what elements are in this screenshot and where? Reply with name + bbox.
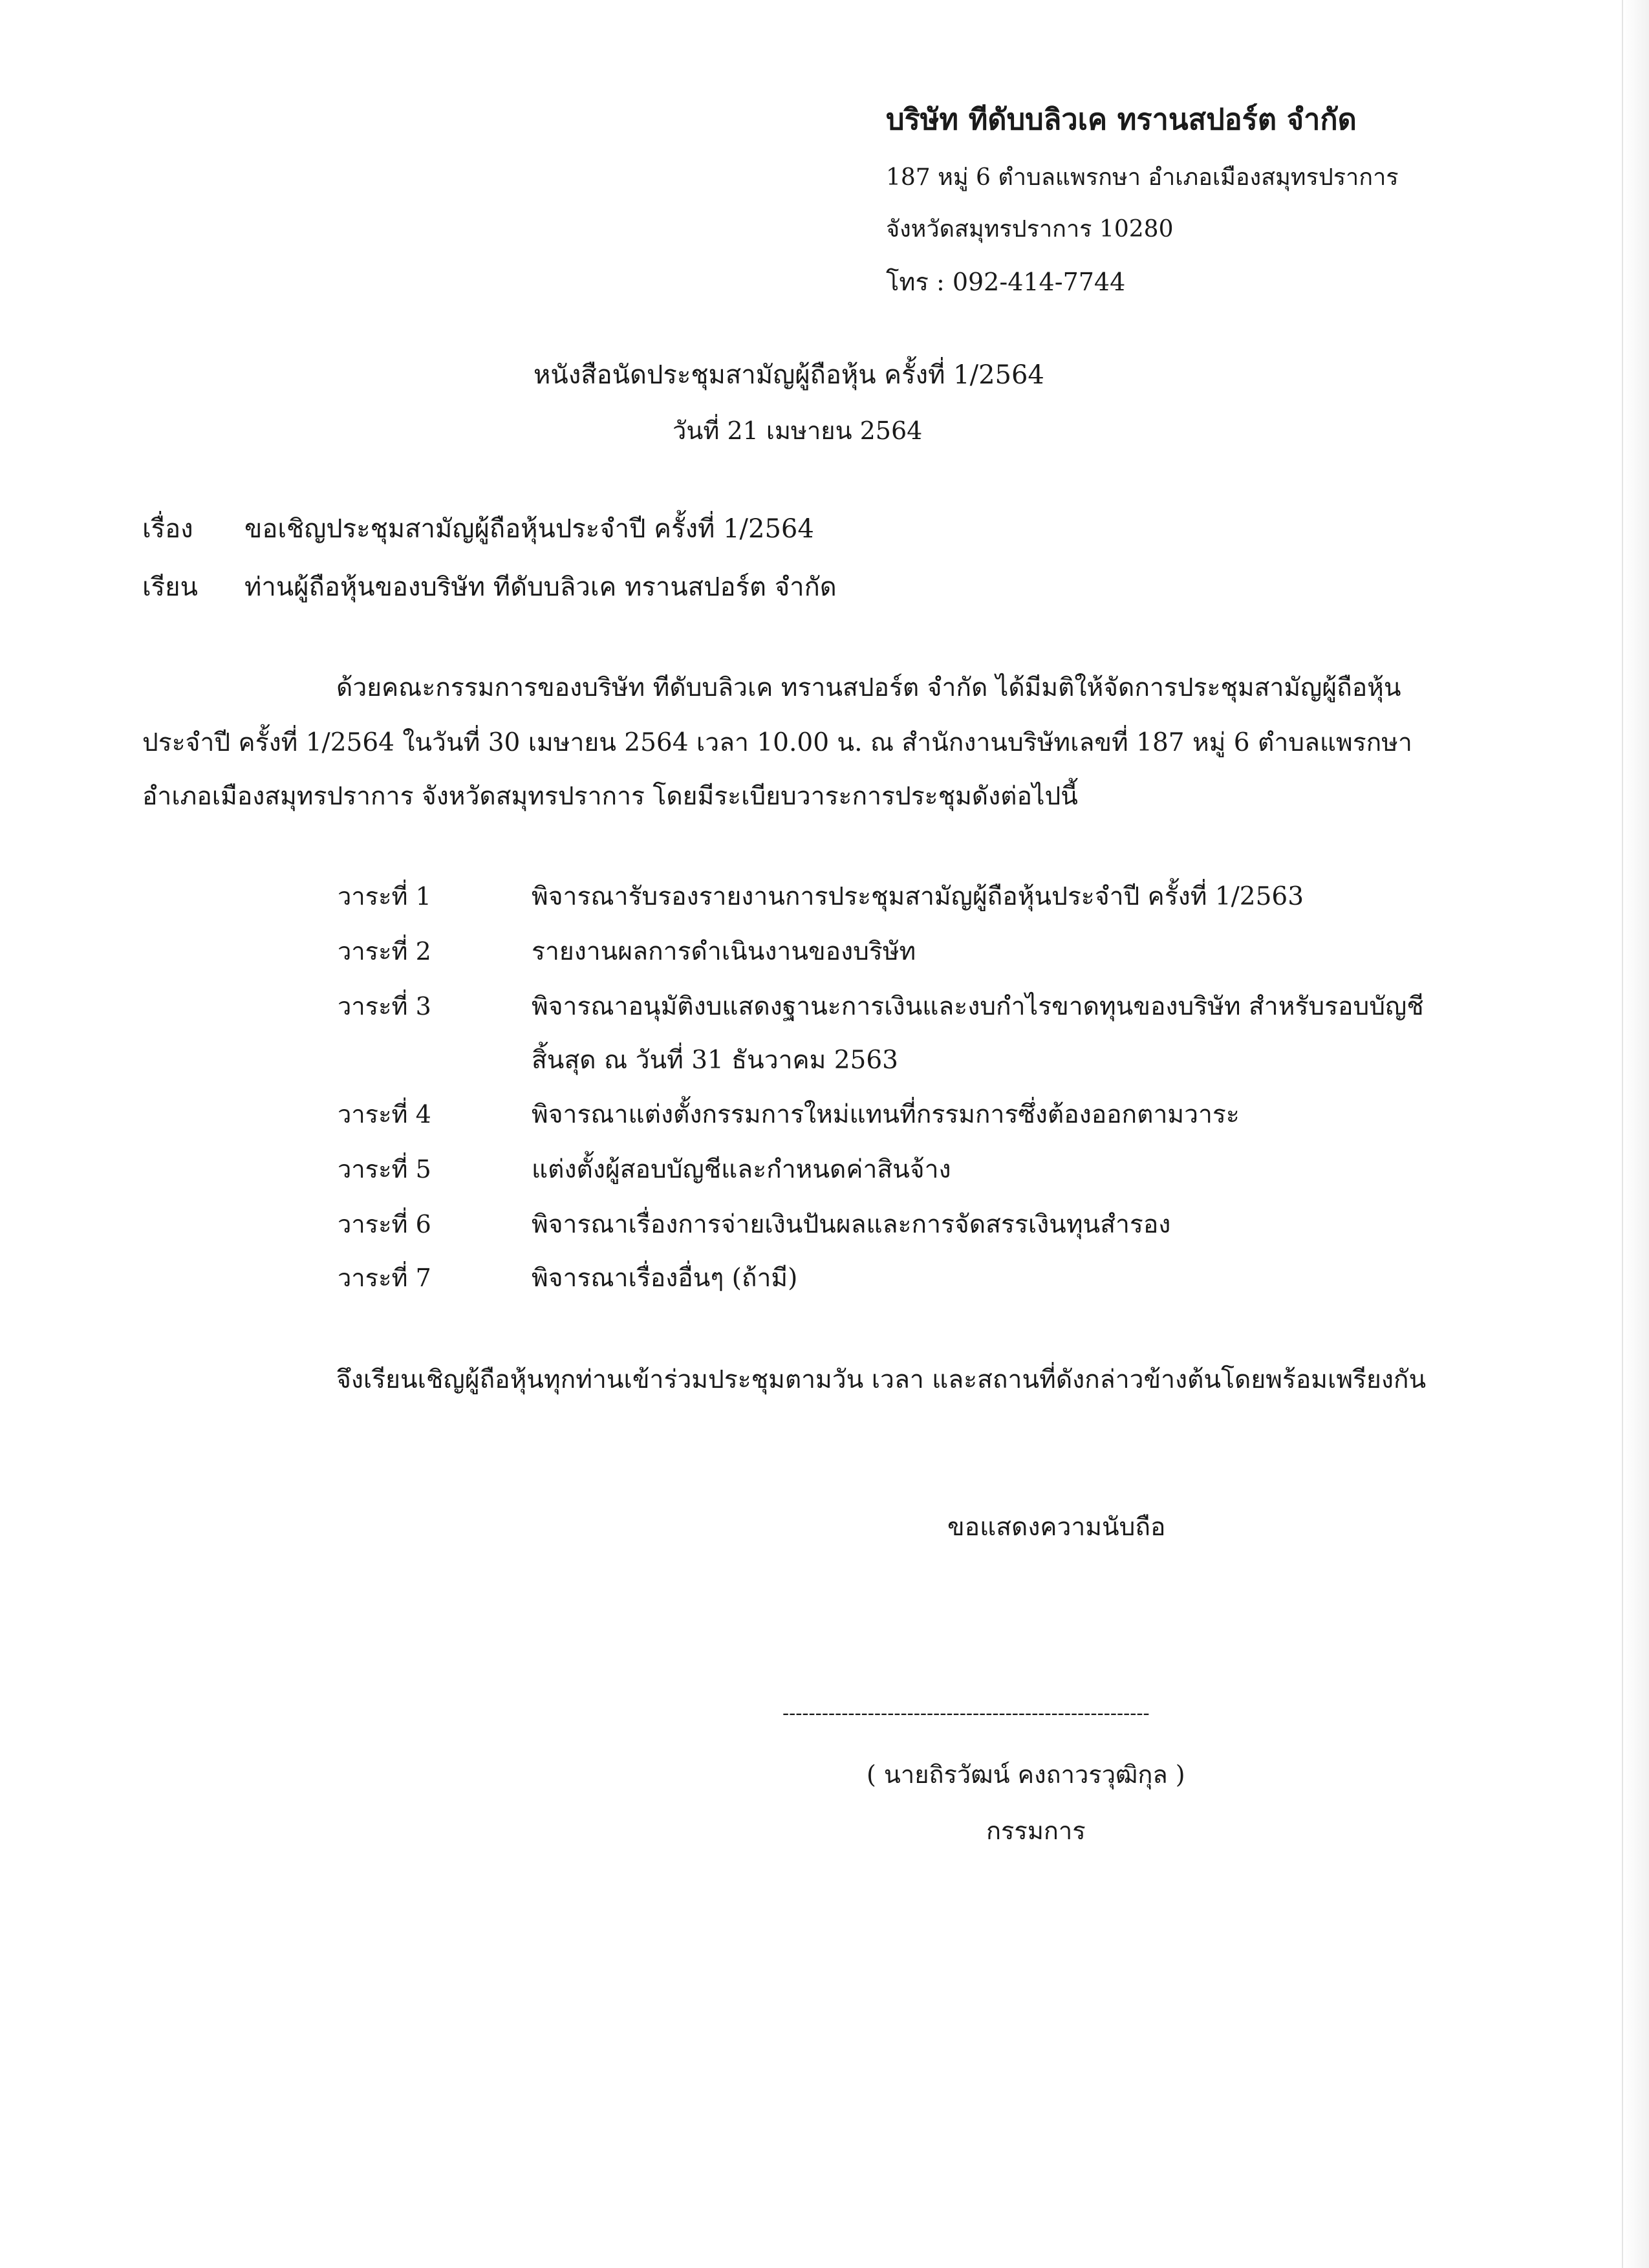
subject-label: เรื่อง: [142, 514, 193, 544]
address-line-2: จังหวัดสมุทรปราการ 10280: [886, 216, 1174, 243]
agenda-item-text-continued: สิ้นสุด ณ วันที่ 31 ธันวาคม 2563: [532, 1046, 898, 1075]
recipient-label: เรียน: [142, 572, 198, 602]
agenda-number: วาระที่ 2: [338, 937, 431, 966]
company-name: บริษัท ทีดับบลิวเค ทรานสปอร์ต จำกัด: [886, 102, 1357, 136]
body-line-1: ด้วยคณะกรรมการของบริษัท ทีดับบลิวเค ทรานสปอร์ต จำกัด ได้มีมติให้จัดการประชุมสามัญผู้ถือหุ้น: [336, 673, 1401, 702]
agenda-item-text: พิจารณาเรื่องอื่นๆ (ถ้ามี): [532, 1264, 798, 1293]
agenda-number: วาระที่ 1: [338, 882, 431, 911]
agenda-number: วาระที่ 3: [338, 992, 431, 1021]
body-line-3: อำเภอเมืองสมุทรปราการ จังหวัดสมุทรปราการ โดยมีระเบียบวาระการประชุมดังต่อไปนี้: [142, 782, 1078, 811]
closing-invitation: จึงเรียนเชิญผู้ถือหุ้นทุกท่านเข้าร่วมประชุมตามวัน เวลา และสถานที่ดังกล่าวข้างต้นโดยพร้อมเพรียงกัน: [336, 1365, 1427, 1394]
signature-line: --------------------------------------------------------: [782, 1702, 1150, 1725]
recipient-value: ท่านผู้ถือหุ้นของบริษัท ทีดับบลิวเค ทรานสปอร์ต จำกัด: [244, 572, 837, 602]
signer-name: ( นายถิรวัฒน์ คงถาวรวุฒิกุล ): [867, 1760, 1185, 1789]
address-line-1: 187 หมู่ 6 ตำบลแพรกษา อำเภอเมืองสมุทรปราการ: [886, 164, 1399, 191]
agenda-number: วาระที่ 7: [338, 1264, 431, 1292]
agenda-item-text: พิจารณาแต่งตั้งกรรมการใหม่แทนที่กรรมการซึ่งต้องออกตามวาระ: [532, 1100, 1240, 1129]
subject-value: ขอเชิญประชุมสามัญผู้ถือหุ้นประจำปี ครั้งที่ 1/2564: [244, 514, 814, 544]
closing-regards: ขอแสดงความนับถือ: [947, 1513, 1166, 1542]
document-title: หนังสือนัดประชุมสามัญผู้ถือหุ้น ครั้งที่ 1/2564: [534, 360, 1044, 390]
document-date: วันที่ 21 เมษายน 2564: [673, 416, 923, 445]
agenda-number: วาระที่ 6: [338, 1210, 431, 1238]
page-edge-shadow: [1622, 0, 1649, 2268]
agenda-number: วาระที่ 4: [338, 1100, 431, 1129]
agenda-number: วาระที่ 5: [338, 1155, 431, 1183]
signer-title: กรรมการ: [986, 1817, 1086, 1845]
phone-number: โทร : 092-414-7744: [886, 268, 1126, 296]
agenda-item-text: พิจารณาอนุมัติงบแสดงฐานะการเงินและงบกำไรขาดทุนของบริษัท สำหรับรอบบัญชี: [532, 992, 1424, 1021]
body-line-2: ประจำปี ครั้งที่ 1/2564 ในวันที่ 30 เมษายน 2564 เวลา 10.00 น. ณ สำนักงานบริษัทเลขที่ 187 หมู่ 6 ตำบลแพรกษา: [142, 728, 1412, 757]
agenda-item-text: พิจารณารับรองรายงานการประชุมสามัญผู้ถือหุ้นประจำปี ครั้งที่ 1/2563: [532, 882, 1304, 911]
agenda-item-text: พิจารณาเรื่องการจ่ายเงินปันผลและการจัดสรรเงินทุนสำรอง: [532, 1210, 1171, 1239]
agenda-item-text: รายงานผลการดำเนินงานของบริษัท: [532, 937, 916, 966]
agenda-item-text: แต่งตั้งผู้สอบบัญชีและกำหนดค่าสินจ้าง: [532, 1155, 951, 1184]
